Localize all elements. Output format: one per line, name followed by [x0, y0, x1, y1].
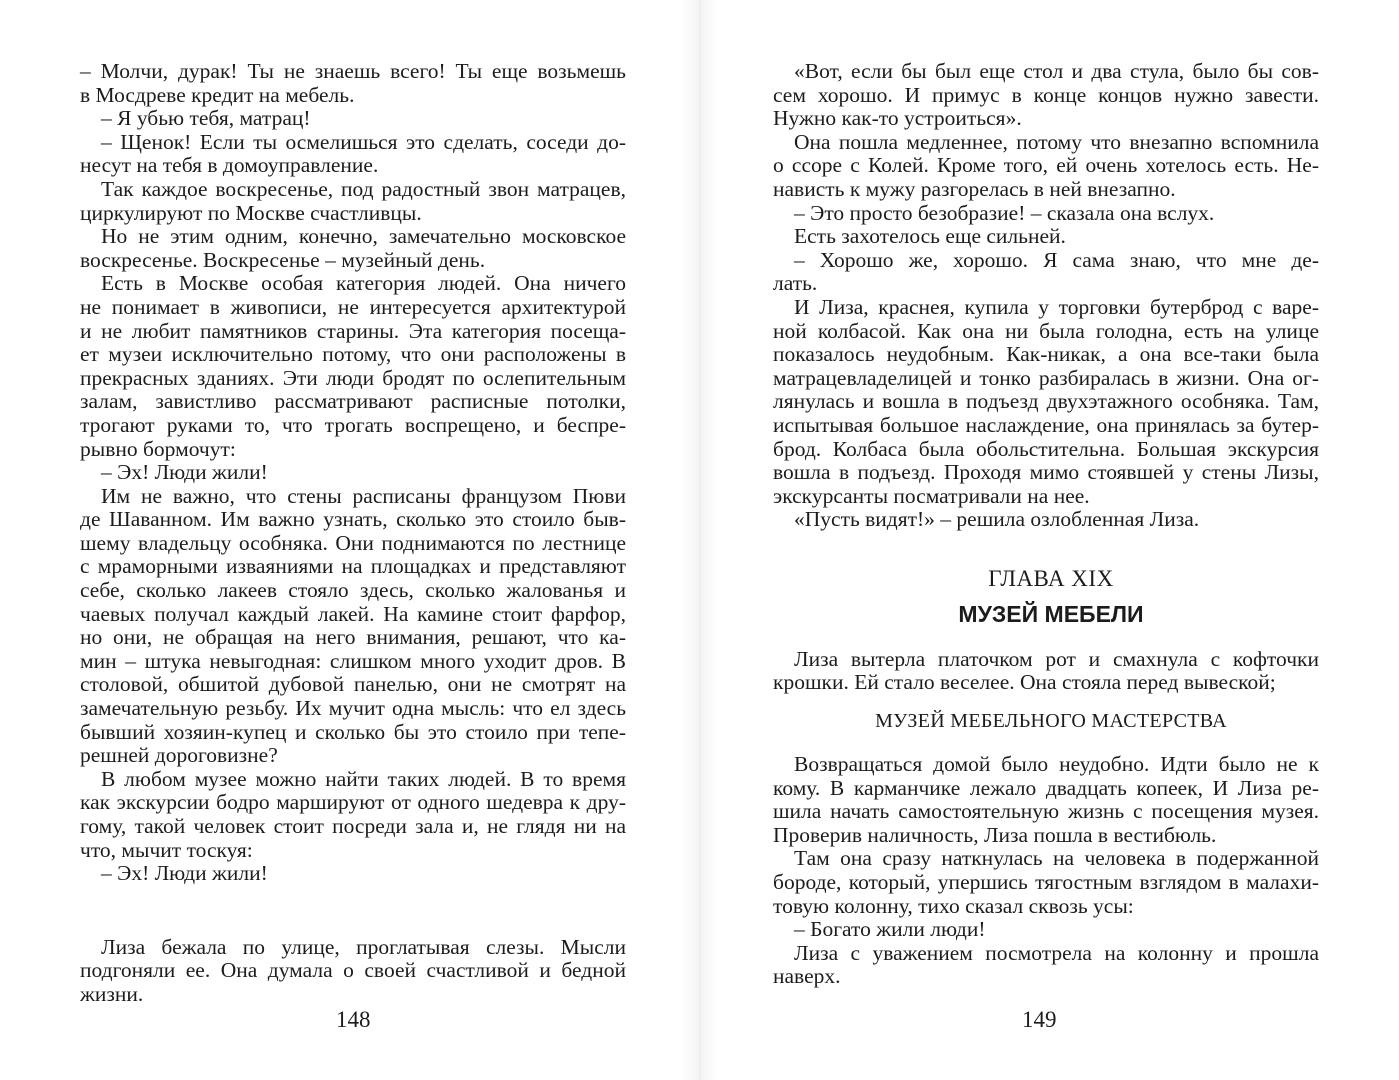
text-line: шему владельцу особняка. Они поднимаются по лестнице — [80, 530, 626, 555]
text-line: «Вот, если бы был еще стол и два стула, было бы сов- — [794, 59, 1319, 83]
text-line: нависть к мужу разгорелась в ней внезапно. — [773, 176, 1176, 201]
text-line: лать. — [773, 271, 818, 296]
text-line: товую колонну, тихо сказал сквозь усы: — [773, 893, 1134, 918]
text-line: – Эх! Люди жили! — [101, 861, 268, 886]
text-line: жизни. — [80, 981, 144, 1006]
text-line: Лиза с уважением посмотрела на колонну и прошла — [794, 940, 1319, 965]
text-line: Возвращаться домой было неудобно. Идти было не к — [794, 752, 1319, 777]
text-line: матрацевладелицей и тонко разбиралась в жизни. Она ог- — [773, 365, 1319, 390]
text-line: Им не важно, что стены расписаны французом Пюви — [101, 483, 626, 508]
section-break — [773, 695, 1319, 709]
text-line: трогают руками то, что трогать воспрещено, и беспре- — [80, 412, 626, 437]
text-line: решней дороговизне? — [80, 743, 278, 768]
section-break — [773, 733, 1319, 753]
text-line: Лиза вытерла платочком рот и смахнула с кофточки — [794, 646, 1319, 671]
text-line: бывший хозяин-купец и сколько бы это стоило при тепе- — [80, 719, 626, 744]
text-line: Так каждое воскресенье, под радостный звон матрацев, — [101, 176, 626, 201]
museum-sign: МУЗЕЙ МЕБЕЛЬНОГО МАСТЕРСТВА — [875, 710, 1227, 733]
text-line: В любом музее можно найти таких людей. В то время — [101, 766, 626, 791]
text-line: – Эх! Люди жили! — [101, 460, 268, 485]
text-line: Она пошла медленнее, потому что внезапно вспомнила — [794, 129, 1319, 154]
text-line: – Хорошо же, хорошо. Я сама знаю, что мне де- — [794, 247, 1319, 272]
text-line: сем хорошо. И примус в конце концов нужно завести. — [773, 82, 1319, 107]
text-line: что, мычит тоскуя: — [80, 837, 253, 862]
text-line: – Щенок! Если ты осмелишься это сделать, соседи до- — [101, 129, 626, 154]
left-text-block-1 — [80, 60, 626, 886]
page-number-right: 149 — [1022, 1007, 1057, 1032]
text-line: залам, завистливо рассматривают расписные потолки, — [80, 389, 626, 414]
right-text-block-1 — [773, 60, 1319, 532]
text-line: Нужно как-то устроиться». — [773, 106, 1022, 131]
text-line: экскурсанты посматривали на нее. — [773, 483, 1090, 508]
text-line: «Пусть видят!» – решила озлобленная Лиза. — [794, 507, 1200, 532]
text-line: И Лиза, краснея, купила у торговки бутерброд с варе- — [794, 294, 1319, 319]
text-line: как экскурсии бодро маршируют от одного шедевра к дру- — [80, 790, 626, 815]
text-line: крошки. Ей стало веселее. Она стояла перед вывеской; — [773, 670, 1276, 695]
text-line: подгоняли ее. Она думала о своей счастливой и бедной — [80, 958, 626, 983]
text-line: де Шаванном. Им важно узнать, сколько это стоило быв- — [80, 507, 626, 532]
page-number-left: 148 — [336, 1007, 371, 1032]
text-line: – Молчи, дурак! Ты не знаешь всего! Ты еще возьмешь — [80, 59, 626, 83]
text-line: Есть захотелось еще сильней. — [794, 224, 1066, 249]
text-line: бороде, который, упершись тягостным взглядом в малахи- — [773, 870, 1319, 895]
section-break — [80, 886, 626, 936]
text-line: не понимает в живописи, не интересуется архитектурой — [80, 294, 626, 319]
text-line: и не любит памятников старины. Эта категория посеща- — [80, 318, 626, 343]
left-page — [80, 60, 626, 1007]
right-text-block-3 — [773, 753, 1319, 989]
text-line: чаевых получал каждый лакей. На камине стоит фарфор, — [80, 601, 626, 626]
text-line: себе, сколько лакеев стояло здесь, сколько жалованья и — [80, 578, 626, 603]
section-break — [773, 629, 1319, 648]
text-line: несут на тебя в домоуправление. — [80, 153, 379, 178]
text-line: – Богато жили люди! — [794, 917, 986, 942]
text-line: показалось неудобным. Как-никак, а она все-таки была — [773, 342, 1319, 367]
left-text-block-2 — [80, 936, 626, 1007]
text-line: прекрасных зданиях. Эти люди бродят по ослепительным — [80, 365, 626, 390]
section-break — [773, 532, 1319, 565]
text-line: мин – штука невыгодная: слишком много уходит дров. В — [80, 648, 626, 673]
text-line: столовой, обшитой дубовой панелью, они не смотрят на — [80, 672, 626, 697]
chapter-number: ГЛАВА XIX — [988, 565, 1114, 591]
book-gutter — [682, 0, 718, 1080]
text-line: вошла в подъезд. Проходя мимо стоявшей у стены Лизы, — [773, 460, 1319, 485]
text-line: Проверив наличность, Лиза пошла в вестибюль. — [773, 822, 1217, 847]
text-line: ет музеи исключительно потому, что они расположены в — [80, 342, 626, 367]
chapter-title: МУЗЕЙ МЕБЕЛИ — [958, 600, 1144, 627]
text-line: брод. Колбаса была обольстительна. Большая экскурсия — [773, 436, 1319, 461]
text-line: наверх. — [773, 964, 841, 989]
text-line: испытывая большое наслаждение, она принялась за бутер- — [773, 412, 1319, 437]
text-line: воскресенье. Воскресенье – музейный день. — [80, 247, 486, 272]
text-line: – Я убью тебя, матрац! — [101, 106, 311, 131]
text-line: циркулируют по Москве счастливцы. — [80, 200, 422, 225]
text-line: ной колбасой. Как она ни была голодна, есть на улице — [773, 318, 1319, 343]
text-line: о ссоре с Колей. Кроме того, ей очень хотелось есть. Не- — [773, 153, 1319, 178]
text-line: в Мосдреве кредит на мебель. — [80, 82, 355, 107]
text-line: кому. В карманчике лежало двадцать копеек, И Лиза ре- — [773, 775, 1319, 800]
text-line: с мраморными изваяниями на площадках и представляют — [80, 554, 626, 579]
text-line: лянулась и вошла в подъезд двухэтажного особняка. Там, — [773, 389, 1319, 414]
text-line: Там она сразу наткнулась на человека в подержанной — [794, 846, 1319, 871]
text-line: гому, такой человек стоит посреди зала и, не глядя ни на — [80, 814, 626, 838]
text-line: Лиза бежала по улице, проглатывая слезы. Мысли — [101, 934, 626, 959]
right-page — [773, 60, 1319, 989]
right-text-block-2 — [773, 648, 1319, 695]
text-line: замечательную резьбу. Их мучит одна мысль: что ел здесь — [80, 696, 626, 721]
text-line: рывно бормочут: — [80, 436, 236, 461]
text-line: Но не этим одним, конечно, замечательно московское — [101, 224, 626, 249]
text-line: – Это просто безобразие! – сказала она вслух. — [794, 200, 1215, 225]
text-line: но они, не обращая на него внимания, решают, что ка- — [80, 625, 626, 650]
text-line: Есть в Москве особая категория людей. Она ничего — [101, 271, 626, 296]
text-line: шила начать самостоятельную жизнь с посещения музея. — [773, 799, 1319, 824]
